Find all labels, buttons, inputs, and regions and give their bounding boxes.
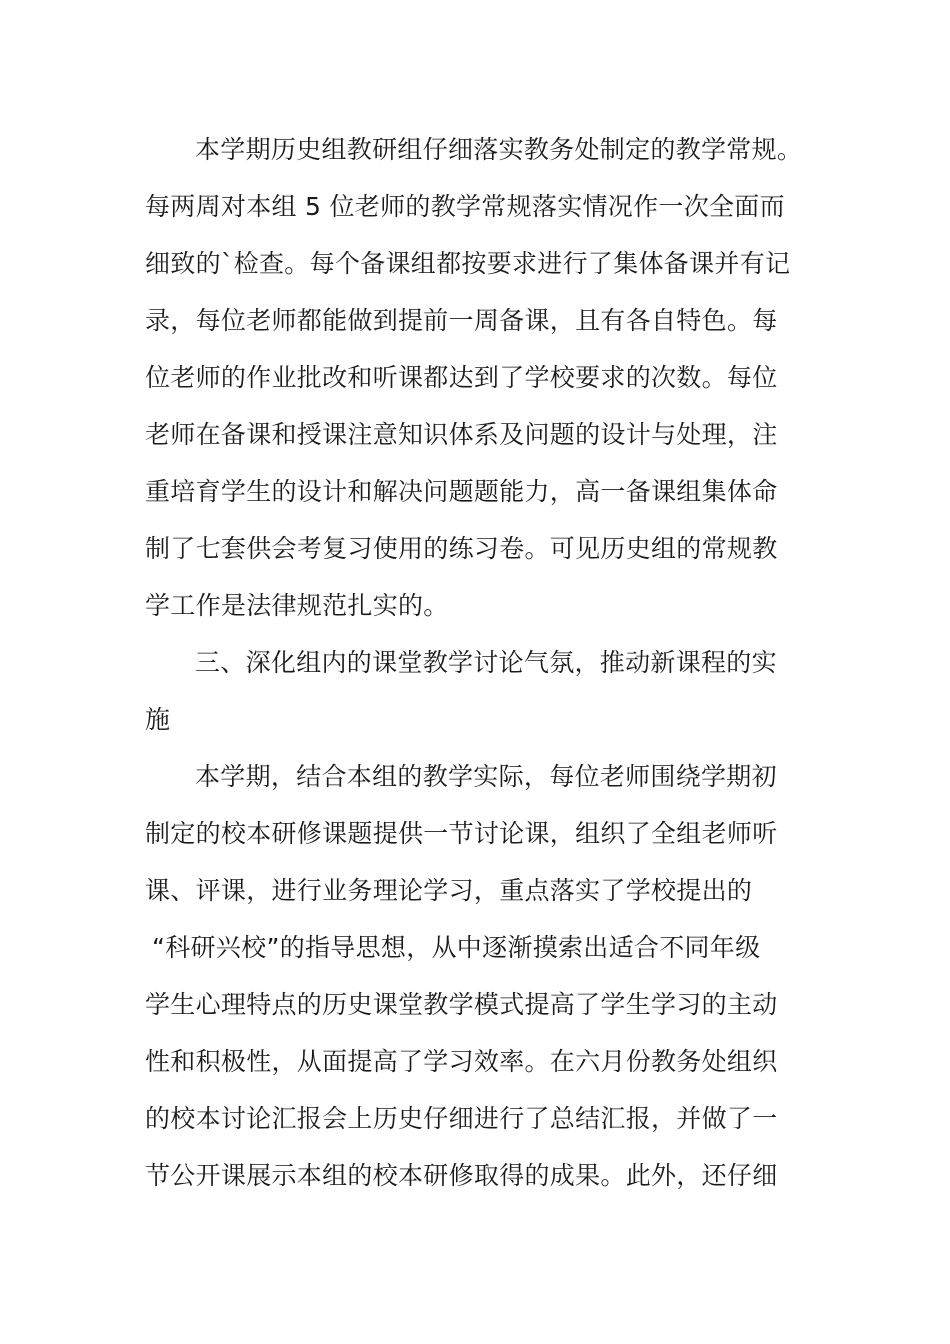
paragraph-line: 每两周对本组 5 位老师的教学常规落实情况作一次全面而 xyxy=(145,192,785,221)
paragraph-line: 本学期，结合本组的教学实际，每位老师围绕学期初 xyxy=(195,762,777,791)
paragraph-line: 录，每位老师都能做到提前一周备课，且有各自特色。每 xyxy=(145,306,778,335)
paragraph-line: 学工作是法律规范扎实的。 xyxy=(145,591,449,620)
paragraph-line: 节公开课展示本组的校本研修取得的成果。此外，还仔细 xyxy=(145,1161,778,1190)
paragraph-line: 学生心理特点的历史课堂教学模式提高了学生学习的主动 xyxy=(145,990,778,1019)
paragraph-line: 位老师的作业批改和听课都达到了学校要求的次数。每位 xyxy=(145,363,778,392)
paragraph-line: 细致的`检查。每个备课组都按要求进行了集体备课并有记 xyxy=(145,249,791,278)
paragraph-line: 课、评课，进行业务理论学习，重点落实了学校提出的 xyxy=(145,876,753,905)
paragraph-line: 重培育学生的设计和解决问题题能力，高一备课组集体命 xyxy=(145,477,778,506)
paragraph-line: 制了七套供会考复习使用的练习卷。可见历史组的常规教 xyxy=(145,534,778,563)
section-heading-line: 三、深化组内的课堂教学讨论气氛，推动新课程的实 xyxy=(195,648,777,677)
paragraph-line: 老师在备课和授课注意知识体系及问题的设计与处理，注 xyxy=(145,420,778,449)
section-heading-line: 施 xyxy=(145,705,171,734)
paragraph-line: “科研兴校”的指导思想，从中逐渐摸索出适合不同年级 xyxy=(152,933,761,962)
paragraph-line: 的校本讨论汇报会上历史仔细进行了总结汇报，并做了一 xyxy=(145,1104,778,1133)
paragraph-line: 制定的校本研修课题提供一节讨论课，组织了全组老师听 xyxy=(145,819,778,848)
paragraph-line: 性和积极性，从面提高了学习效率。在六月份教务处组织 xyxy=(145,1047,778,1076)
paragraph-line: 本学期历史组教研组仔细落实教务处制定的教学常规。 xyxy=(195,135,803,164)
